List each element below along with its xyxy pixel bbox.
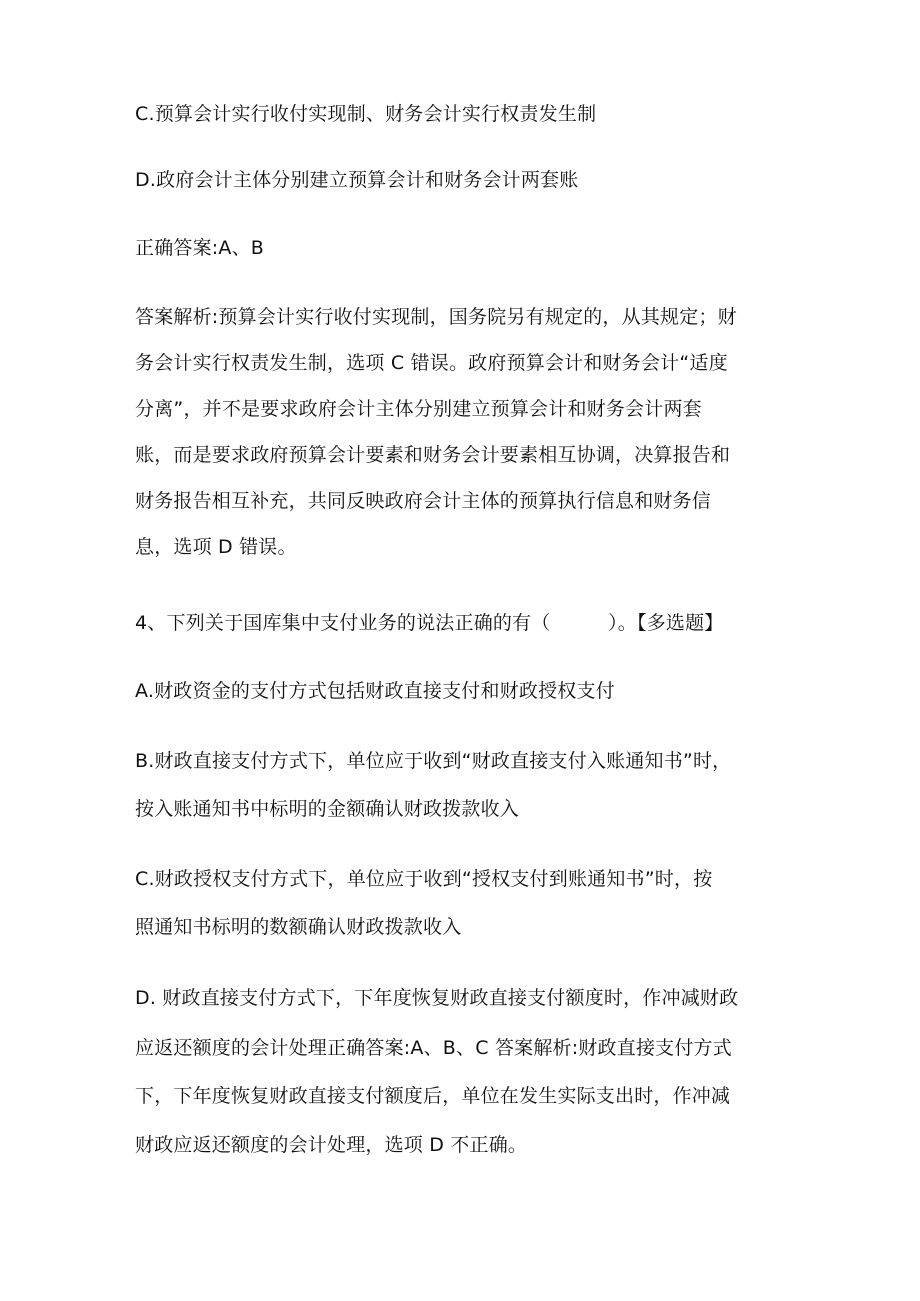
option-b-line: 按入账通知书中标明的金额确认财政拨款收入 bbox=[135, 798, 520, 820]
answer-line: 正确答案:A、B bbox=[135, 237, 265, 259]
explanation-line: 财务报告相互补充，共同反映政府会计主体的预算执行信息和财务信 bbox=[135, 490, 712, 512]
explanation-line: 分离”，并不是要求政府会计主体分别建立预算会计和财务会计两套 bbox=[135, 398, 702, 420]
explanation-line: 答案解析:预算会计实行收付实现制，国务院另有规定的，从其规定；财 bbox=[135, 306, 737, 328]
option-d-line: 下，下年度恢复财政直接支付额度后，单位在发生实际支出时，作冲减 bbox=[135, 1085, 731, 1107]
explanation-line: 息，选项 D 错误。 bbox=[135, 536, 297, 558]
option-b-line: B.财政直接支付方式下，单位应于收到“财政直接支付入账通知书”时， bbox=[135, 750, 732, 772]
option-d-line: 应返还额度的会计处理正确答案:A、B、C 答案解析:财政直接支付方式 bbox=[135, 1037, 732, 1059]
option-c-line: 照通知书标明的数额确认财政拨款收入 bbox=[135, 916, 462, 938]
option-c-line: C.财政授权支付方式下，单位应于收到“授权支付到账通知书”时，按 bbox=[135, 868, 713, 890]
option-d-line: D.政府会计主体分别建立预算会计和财务会计两套账 bbox=[135, 169, 579, 191]
explanation-line: 账，而是要求政府预算会计要素和财务会计要素相互协调，决算报告和 bbox=[135, 444, 731, 466]
question-4-line: 4、下列关于国库集中支付业务的说法正确的有（ ）。【多选题】 bbox=[135, 612, 724, 634]
explanation-line: 务会计实行权责发生制，选项 C 错误。政府预算会计和财务会计“适度 bbox=[135, 352, 728, 374]
option-d-line: 财政应返还额度的会计处理，选项 D 不正确。 bbox=[135, 1134, 528, 1156]
option-c-line: C.预算会计实行收付实现制、财务会计实行权责发生制 bbox=[135, 103, 597, 125]
option-a-line: A.财政资金的支付方式包括财政直接支付和财政授权支付 bbox=[135, 680, 615, 702]
option-d-line: D. 财政直接支付方式下，下年度恢复财政直接支付额度时，作冲减财政 bbox=[135, 987, 739, 1009]
